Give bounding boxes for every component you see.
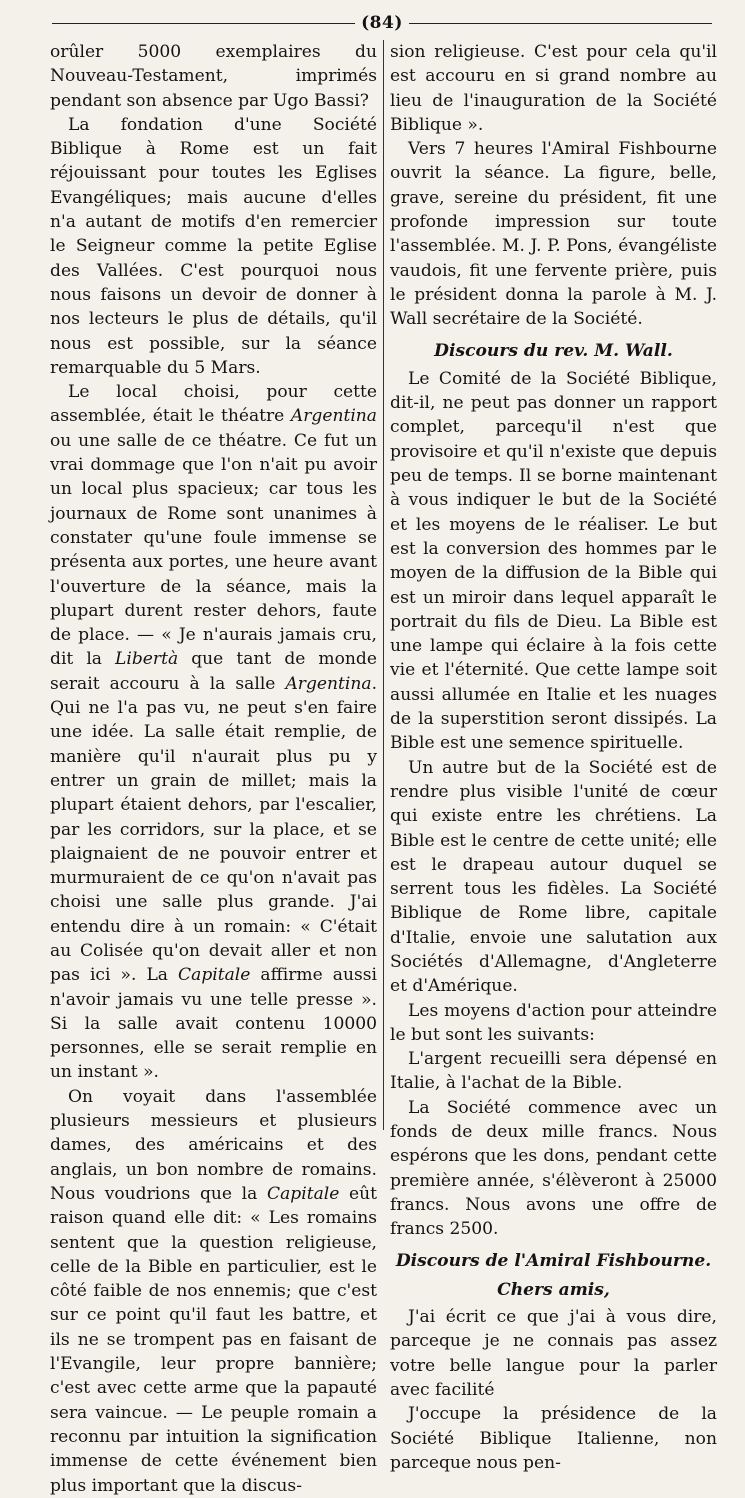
- right-paragraph-4: Un autre but de la Société est de rendre plus visible l'unité de cœur qui existe entre les chrétiens. La Bible est le centre de cette unité; elle est le drapeau autour duquel se serrent tous les fidèles. La Société Biblique de Rome libre, capitale d'Italie, envoie une salutation aux Sociétés d'Allemagne, d'Angleterre et d'Amérique.: [390, 757, 717, 997]
- right-paragraph-8: J'ai écrit ce que j'ai à vous dire, parceque je ne connais pas assez votre belle langue pour la parler avec facilité: [390, 1307, 717, 1401]
- left-paragraph-3: Le local choisi, pour cette assemblée, était le théatre Argentina ou une salle de ce théatre. Ce fut un vrai dommage que l'on n'ait pu avoir un local plus spacieux; car tous les journaux de Rome sont unanimes à constater qu'une foule immense se présenta aux portes, une heure avant l'ouverture de la séance, mais la plupart durent rester dehors, faute de place. — « Je n'aurais jamais cru, dit la Libertà que tant de monde serait accouru à la salle Argentina. Qui ne l'a pas vu, ne peut s'en faire une idée. La salle était remplie, de manière qu'il n'aurait plus pu y entrer un grain de millet; mais la plupart étaient dehors, par l'escalier, par les corridors, sur la place, et se plaignaient de ne pouvoir entrer et murmuraient de ce qu'on n'avait pas choisi une salle plus grande. J'ai entendu dire à un romain: « C'était au Colisée qu'on devait aller et non pas ici ». La Capitale affirme aussi n'avoir jamais vu une telle presse ». Si la salle avait contenu 10000 personnes, elle se serait remplie en un instant ».: [50, 382, 377, 1083]
- right-paragraph-1: sion religieuse. C'est pour cela qu'il est accouru en si grand nombre au lieu de l'inauguration de la Société Biblique ».: [390, 42, 717, 135]
- right-paragraph-3: Le Comité de la Société Biblique, dit-il, ne peut pas donner un rapport complet, parcequ'il n'est que provisoire et qu'il n'existe que depuis peu de temps. Il se borne maintenant à vous indiquer le but de la Société et les moyens de le réaliser. Le but est la conversion des hommes par le moyen de la diffusion de la Bible qui est un miroir dans lequel apparaît le portrait du fils de Dieu. La Bible est une lampe qui éclaire à la fois cette vie et l'éternité. Que cette lampe soit aussi allumée en Italie et les nuages de la superstition seront dissipés. La Bible est une semence spirituelle.: [390, 368, 717, 754]
- header-rule-right: [409, 23, 712, 24]
- salutation: Chers amis,: [497, 1279, 610, 1300]
- left-column: [50, 40, 377, 1496]
- right-paragraph-9: J'occupe la présidence de la Société Biblique Italienne, non parceque nous pen-: [390, 1404, 717, 1473]
- right-column: [390, 40, 717, 1473]
- section-heading-fishbourne: Discours de l'Amiral Fishbourne.: [395, 1250, 712, 1271]
- section-heading-wall: Discours du rev. M. Wall.: [434, 340, 673, 361]
- page-header: [52, 10, 712, 36]
- column-divider: [383, 40, 384, 1130]
- right-paragraph-5: Les moyens d'action pour atteindre le but sont les suivants:: [390, 1000, 717, 1045]
- right-paragraph-7: La Société commence avec un fonds de deux mille francs. Nous espérons que les dons, pendant cette première année, s'élèveront à 25000 francs. Nous avons une offre de francs 2500.: [390, 1097, 717, 1240]
- left-paragraph-2: La fondation d'une Société Biblique à Rome est un fait réjouissant pour toutes les Eglises Evangéliques; mais aucune d'elles n'a autant de motifs d'en remercier le Seigneur comme la petite Eglise des Vallées. C'est pourquoi nous nous faisons un devoir de donner à nos lecteurs le plus de détails, qu'il nous est possible, sur la séance remarquable du 5 Mars.: [50, 114, 377, 378]
- right-paragraph-6: L'argent recueilli sera dépensé en Italie, à l'achat de la Bible.: [390, 1049, 717, 1094]
- header-rule-left: [52, 23, 355, 24]
- left-paragraph-4: On voyait dans l'assemblée plusieurs messieurs et plusieurs dames, des américains et des anglais, un bon nombre de romains. Nous voudrions que la Capitale eût raison quand elle dit: « Les romains sentent que la question religieuse, celle de la Bible en particulier, est le côté faible de nos ennemis; que c'est sur ce point qu'il faut les battre, et ils ne se trompent pas en faisant de l'Evangile, leur propre bannière; c'est avec cette arme que la papauté sera vaincue. — Le peuple romain a reconnu par intuition la signification immense de cette événement bien plus important que la discus-: [50, 1086, 377, 1496]
- page-number: (84): [361, 13, 403, 33]
- right-paragraph-2: Vers 7 heures l'Amiral Fishbourne ouvrit la séance. La figure, belle, grave, sereine du président, fit une profonde impression sur toute l'assemblée. M. J. P. Pons, évangéliste vaudois, fit une fervente prière, puis le président donna la parole à M. J. Wall secrétaire de la Société.: [390, 139, 717, 330]
- left-paragraph-1: orûler 5000 exemplaires du Nouveau-Testament, imprimés pendant son absence par Ugo Bassi?: [50, 42, 377, 111]
